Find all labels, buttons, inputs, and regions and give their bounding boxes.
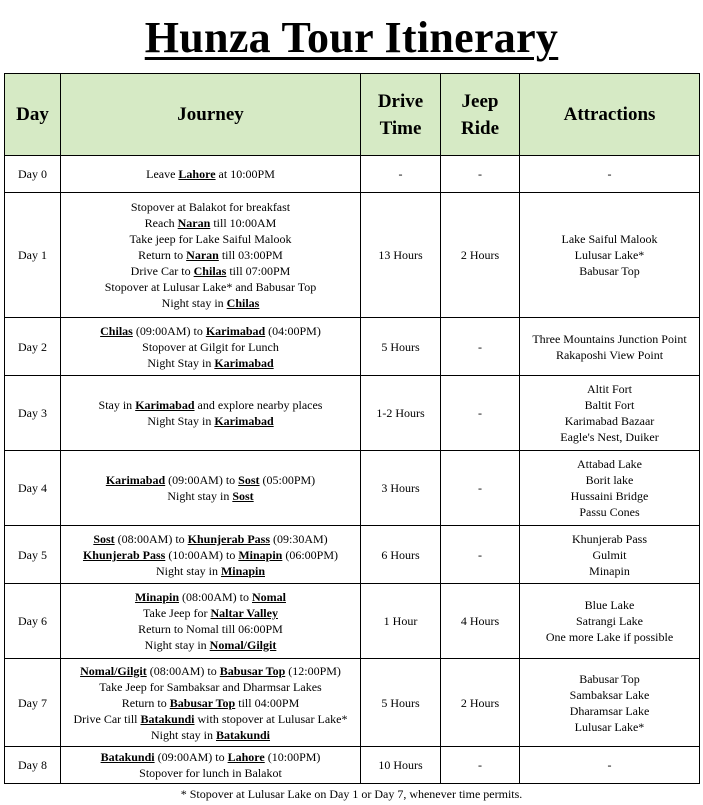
place-name: Nomal/Gilgit bbox=[80, 663, 147, 678]
place-name: Khunjerab Pass bbox=[82, 547, 166, 562]
header-journey: Journey bbox=[61, 74, 361, 156]
journey-text: Night stay in bbox=[150, 727, 216, 742]
attractions-cell bbox=[520, 747, 700, 784]
journey-text: Return to Nomal till 06:00PM bbox=[138, 622, 283, 636]
journey-text: till 07:00PM bbox=[226, 264, 291, 278]
place-name: Minapin bbox=[238, 547, 283, 562]
journey-text: Stopover at Gilgit for Lunch bbox=[142, 339, 279, 354]
place-name: Nomal/Gilgit bbox=[209, 638, 277, 652]
journey-text: Night stay in bbox=[161, 296, 227, 310]
attraction-item: Baltit Fort bbox=[584, 398, 635, 412]
attraction-item: Sambaksar Lake bbox=[569, 687, 650, 702]
jeep-ride-cell: 2 Hours bbox=[441, 193, 520, 318]
journey-line bbox=[63, 339, 358, 355]
day-cell: Day 4 bbox=[5, 451, 61, 526]
journey-text: Reach bbox=[144, 216, 178, 230]
header-day: Day bbox=[5, 74, 61, 156]
attraction-item: Eagle's Nest, Duiker bbox=[560, 430, 659, 444]
journey-text: Night stay in bbox=[167, 489, 233, 503]
place-name: Lahore bbox=[227, 750, 265, 764]
attraction-item: Babusar Top bbox=[579, 264, 640, 278]
journey-line bbox=[63, 547, 358, 563]
jeep-ride-cell: - bbox=[441, 451, 520, 526]
journey-line bbox=[63, 605, 358, 621]
attraction-item: Lake Saiful Malook bbox=[561, 232, 658, 246]
place-name: Batakundi bbox=[140, 711, 195, 726]
journey-text: (06:00PM) bbox=[282, 547, 339, 562]
journey-text: till 10:00AM bbox=[210, 216, 277, 230]
journey-line bbox=[63, 679, 358, 695]
itinerary-body bbox=[5, 156, 700, 784]
footnote: * Stopover at Lulusar Lake on Day 1 or Day 7, whenever time permits. bbox=[180, 787, 523, 801]
attraction-item: Lulusar Lake* bbox=[574, 719, 645, 734]
journey-cell bbox=[61, 747, 361, 784]
place-name: Batakundi bbox=[100, 750, 155, 764]
journey-text: till 03:00PM bbox=[218, 248, 283, 262]
journey-line bbox=[63, 397, 358, 413]
journey-text: Night Stay in bbox=[147, 414, 215, 428]
journey-text: Return to bbox=[138, 248, 187, 262]
journey-line bbox=[63, 215, 358, 231]
drive-time-cell: 10 Hours bbox=[361, 747, 441, 784]
journey-cell bbox=[61, 451, 361, 526]
journey-text: Return to bbox=[121, 695, 170, 710]
journey-text: (09:00AM) to bbox=[154, 750, 228, 764]
drive-time-cell: - bbox=[361, 156, 441, 193]
day-cell: Day 8 bbox=[5, 747, 61, 784]
day-cell: Day 2 bbox=[5, 318, 61, 376]
day-cell: Day 0 bbox=[5, 156, 61, 193]
journey-text: Stopover at Balakot for breakfast bbox=[130, 200, 291, 214]
table-row bbox=[5, 451, 700, 526]
journey-text: Stopover for lunch in Balakot bbox=[139, 766, 282, 780]
attraction-item: Khunjerab Pass bbox=[572, 531, 647, 546]
journey-line bbox=[63, 166, 358, 182]
journey-text: Drive Car to bbox=[130, 264, 194, 278]
itinerary-table bbox=[4, 73, 700, 784]
journey-line bbox=[63, 765, 358, 781]
place-name: Sost bbox=[93, 531, 115, 546]
place-name: Minapin bbox=[134, 590, 179, 604]
attractions-cell bbox=[520, 318, 700, 376]
attraction-item: Altit Fort bbox=[586, 382, 632, 396]
table-row bbox=[5, 376, 700, 451]
attraction-item: Borit lake bbox=[585, 473, 634, 487]
journey-line bbox=[63, 295, 358, 311]
header-jeep-ride bbox=[441, 74, 520, 156]
place-name: Babusar Top bbox=[169, 695, 236, 710]
journey-line bbox=[63, 727, 358, 743]
drive-time-cell: 6 Hours bbox=[361, 526, 441, 584]
place-name: Chilas bbox=[100, 323, 133, 338]
journey-line bbox=[63, 472, 358, 488]
place-name: Karimabad bbox=[105, 473, 166, 487]
journey-text: Stay in bbox=[98, 398, 136, 412]
attractions-cell bbox=[520, 526, 700, 584]
table-row bbox=[5, 526, 700, 584]
place-name: Naltar Valley bbox=[210, 606, 278, 620]
table-row bbox=[5, 747, 700, 784]
journey-cell bbox=[61, 156, 361, 193]
journey-line bbox=[63, 263, 358, 279]
drive-time-cell: 1 Hour bbox=[361, 584, 441, 659]
jeep-ride-cell: - bbox=[441, 376, 520, 451]
table-row bbox=[5, 584, 700, 659]
journey-cell bbox=[61, 318, 361, 376]
drive-time-cell: 3 Hours bbox=[361, 451, 441, 526]
place-name: Lahore bbox=[178, 167, 216, 181]
jeep-ride-cell: - bbox=[441, 156, 520, 193]
journey-line bbox=[63, 621, 358, 637]
table-row bbox=[5, 193, 700, 318]
place-name: Nomal bbox=[252, 590, 286, 604]
attraction-item: Babusar Top bbox=[579, 671, 640, 686]
journey-text: Take Jeep for bbox=[143, 606, 211, 620]
place-name: Sost bbox=[238, 473, 260, 487]
journey-cell bbox=[61, 376, 361, 451]
journey-text: Take Jeep for Sambaksar and Dharmsar Lakes bbox=[99, 679, 322, 694]
journey-line bbox=[63, 413, 358, 429]
attractions-cell bbox=[520, 156, 700, 193]
journey-text: (09:00AM) to bbox=[132, 323, 206, 338]
table-row bbox=[5, 318, 700, 376]
journey-line bbox=[63, 637, 358, 653]
table-row bbox=[5, 659, 700, 747]
attractions-cell bbox=[520, 584, 700, 659]
attraction-item: Hussaini Bridge bbox=[570, 489, 649, 503]
attraction-item: Dharamsar Lake bbox=[569, 703, 650, 718]
attraction-item: Rakaposhi View Point bbox=[555, 347, 664, 362]
attraction-item: One more Lake if possible bbox=[545, 630, 674, 644]
journey-text: Drive Car till bbox=[73, 711, 141, 726]
header-attractions: Attractions bbox=[520, 74, 700, 156]
journey-cell bbox=[61, 526, 361, 584]
jeep-ride-cell: - bbox=[441, 526, 520, 584]
day-cell: Day 1 bbox=[5, 193, 61, 318]
journey-line bbox=[63, 355, 358, 371]
day-cell: Day 6 bbox=[5, 584, 61, 659]
journey-line bbox=[63, 531, 358, 547]
journey-line bbox=[63, 711, 358, 727]
journey-text: (08:00AM) to bbox=[179, 590, 252, 604]
attraction-item: Attabad Lake bbox=[577, 457, 642, 471]
day-cell: Day 3 bbox=[5, 376, 61, 451]
journey-text: (10:00PM) bbox=[264, 750, 321, 764]
journey-text: (08:00AM) to bbox=[146, 663, 220, 678]
journey-text: (09:00AM) to bbox=[165, 473, 239, 487]
place-name: Minapin bbox=[220, 563, 265, 578]
day-cell: Day 7 bbox=[5, 659, 61, 747]
attraction-item: Karimabad Bazaar bbox=[564, 414, 655, 428]
table-row bbox=[5, 156, 700, 193]
header-jeep-ride-line: Jeep bbox=[461, 90, 499, 112]
journey-cell bbox=[61, 584, 361, 659]
journey-cell bbox=[61, 659, 361, 747]
drive-time-cell: 13 Hours bbox=[361, 193, 441, 318]
attraction-item: - bbox=[607, 167, 612, 181]
journey-line bbox=[63, 199, 358, 215]
place-name: Naran bbox=[186, 248, 219, 262]
jeep-ride-cell: 4 Hours bbox=[441, 584, 520, 659]
place-name: Naran bbox=[177, 216, 211, 230]
jeep-ride-cell: - bbox=[441, 318, 520, 376]
journey-text: (10:00AM) to bbox=[165, 547, 239, 562]
journey-text: and explore nearby places bbox=[194, 398, 323, 412]
journey-text: Take jeep for Lake Saiful Malook bbox=[129, 232, 292, 246]
place-name: Karimabad bbox=[214, 355, 274, 370]
attraction-item: Passu Cones bbox=[579, 505, 640, 519]
journey-text: Leave bbox=[146, 167, 179, 181]
day-cell: Day 5 bbox=[5, 526, 61, 584]
attraction-item: - bbox=[607, 758, 612, 772]
journey-text: (12:00PM) bbox=[285, 663, 341, 678]
attractions-cell bbox=[520, 376, 700, 451]
drive-time-cell: 1-2 Hours bbox=[361, 376, 441, 451]
journey-line bbox=[63, 323, 358, 339]
place-name: Sost bbox=[232, 489, 254, 503]
journey-text: Stopover at Lulusar Lake* and Babusar Top bbox=[104, 280, 317, 294]
place-name: Chilas bbox=[226, 296, 260, 310]
drive-time-cell: 5 Hours bbox=[361, 659, 441, 747]
place-name: Karimabad bbox=[135, 398, 195, 412]
place-name: Babusar Top bbox=[219, 663, 286, 678]
journey-line bbox=[63, 749, 358, 765]
place-name: Karimabad bbox=[205, 323, 266, 338]
journey-line bbox=[63, 695, 358, 711]
header-jeep-ride-line: Ride bbox=[461, 117, 499, 139]
journey-line bbox=[63, 488, 358, 504]
attraction-item: Blue Lake bbox=[584, 598, 635, 612]
header-row bbox=[5, 74, 700, 156]
journey-text: at 10:00PM bbox=[215, 167, 275, 181]
attraction-item: Lulusar Lake* bbox=[574, 248, 645, 262]
jeep-ride-cell: - bbox=[441, 747, 520, 784]
place-name: Batakundi bbox=[215, 727, 271, 742]
journey-line bbox=[63, 663, 358, 679]
attractions-cell bbox=[520, 451, 700, 526]
journey-line bbox=[63, 589, 358, 605]
attraction-item: Three Mountains Junction Point bbox=[532, 331, 687, 346]
attractions-cell bbox=[520, 659, 700, 747]
attraction-item: Gulmit bbox=[592, 547, 627, 562]
journey-text: (08:00AM) to bbox=[114, 531, 188, 546]
journey-text: (04:00PM) bbox=[265, 323, 321, 338]
journey-line bbox=[63, 279, 358, 295]
journey-cell bbox=[61, 193, 361, 318]
place-name: Karimabad bbox=[214, 414, 274, 428]
journey-text: till 04:00PM bbox=[235, 695, 300, 710]
journey-line bbox=[63, 563, 358, 579]
journey-text: Night Stay in bbox=[147, 355, 215, 370]
header-drive-time-line: Time bbox=[379, 117, 422, 139]
header-drive-time bbox=[361, 74, 441, 156]
journey-text: (05:00PM) bbox=[259, 473, 316, 487]
attraction-item: Minapin bbox=[589, 563, 630, 578]
journey-line bbox=[63, 247, 358, 263]
place-name: Khunjerab Pass bbox=[187, 531, 271, 546]
jeep-ride-cell: 2 Hours bbox=[441, 659, 520, 747]
journey-line bbox=[63, 231, 358, 247]
header-drive-time-line: Drive bbox=[377, 90, 424, 112]
drive-time-cell: 5 Hours bbox=[361, 318, 441, 376]
attraction-item: Satrangi Lake bbox=[576, 614, 643, 628]
attractions-cell bbox=[520, 193, 700, 318]
page-title: Hunza Tour Itinerary bbox=[144, 13, 559, 62]
journey-text: Night stay in bbox=[144, 638, 210, 652]
place-name: Chilas bbox=[193, 264, 227, 278]
journey-text: (09:30AM) bbox=[270, 531, 328, 546]
journey-text: Night stay in bbox=[155, 563, 221, 578]
journey-text: with stopover at Lulusar Lake* bbox=[194, 711, 348, 726]
